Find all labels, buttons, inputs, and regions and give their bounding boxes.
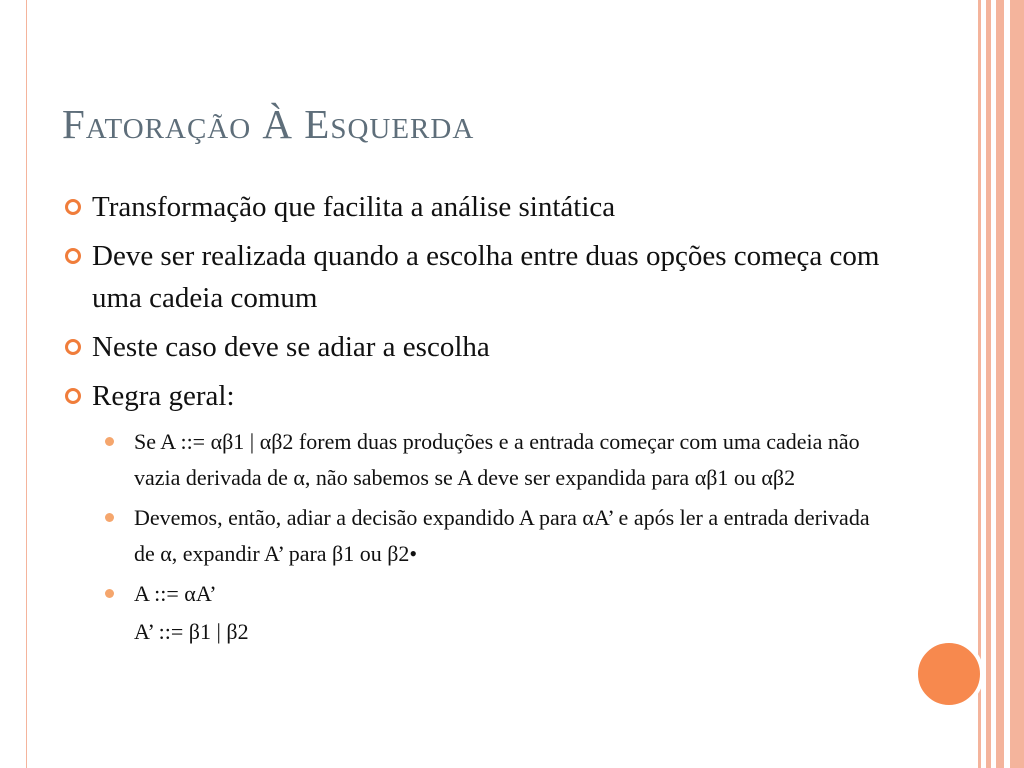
stripe <box>978 0 981 768</box>
sub-bullet-item <box>62 576 882 612</box>
bullet-text: Deve ser realizada quando a escolha entre duas opções começa com uma cadeia comum <box>92 240 880 314</box>
bullet-text: Neste caso deve se adiar a escolha <box>92 331 490 363</box>
sub-bullet-text: Se A ::= αβ1 | αβ2 forem duas produções e a entrada começar com uma cadeia não vazia derivada de α, não sabemos se A deve ser expandida para αβ1 ou αβ2 <box>134 429 860 490</box>
sub-bullet-item <box>62 424 882 496</box>
sub-bullet-text: Devemos, então, adiar a decisão expandido A para αA’ e após ler a entrada derivada de α, expandir A’ para β1 ou β2• <box>134 505 870 566</box>
bullet-item <box>62 186 882 228</box>
dot-bullet-icon <box>105 589 114 598</box>
stripe <box>986 0 991 768</box>
stripe <box>996 0 1004 768</box>
dot-bullet-icon <box>105 437 114 446</box>
bullet-item <box>62 235 882 319</box>
slide-title: Fatoração À Esquerda <box>62 101 475 147</box>
ring-bullet-icon <box>65 199 81 215</box>
slide-content <box>62 186 882 650</box>
bullet-text: Transformação que facilita a análise sintática <box>92 191 616 223</box>
sub-bullet-continuation: A’ ::= β1 | β2 <box>134 619 249 644</box>
decorative-circle <box>914 639 984 709</box>
bullet-item <box>62 375 882 417</box>
sub-bullet-item <box>62 500 882 572</box>
sub-bullet-text: A ::= αA’ <box>134 581 217 606</box>
decorative-stripes <box>978 0 1024 768</box>
ring-bullet-icon <box>65 248 81 264</box>
bullet-item <box>62 326 882 368</box>
ring-bullet-icon <box>65 388 81 404</box>
ring-bullet-icon <box>65 339 81 355</box>
bullet-text: Regra geral: <box>92 380 235 412</box>
stripe <box>1010 0 1024 768</box>
dot-bullet-icon <box>105 513 114 522</box>
